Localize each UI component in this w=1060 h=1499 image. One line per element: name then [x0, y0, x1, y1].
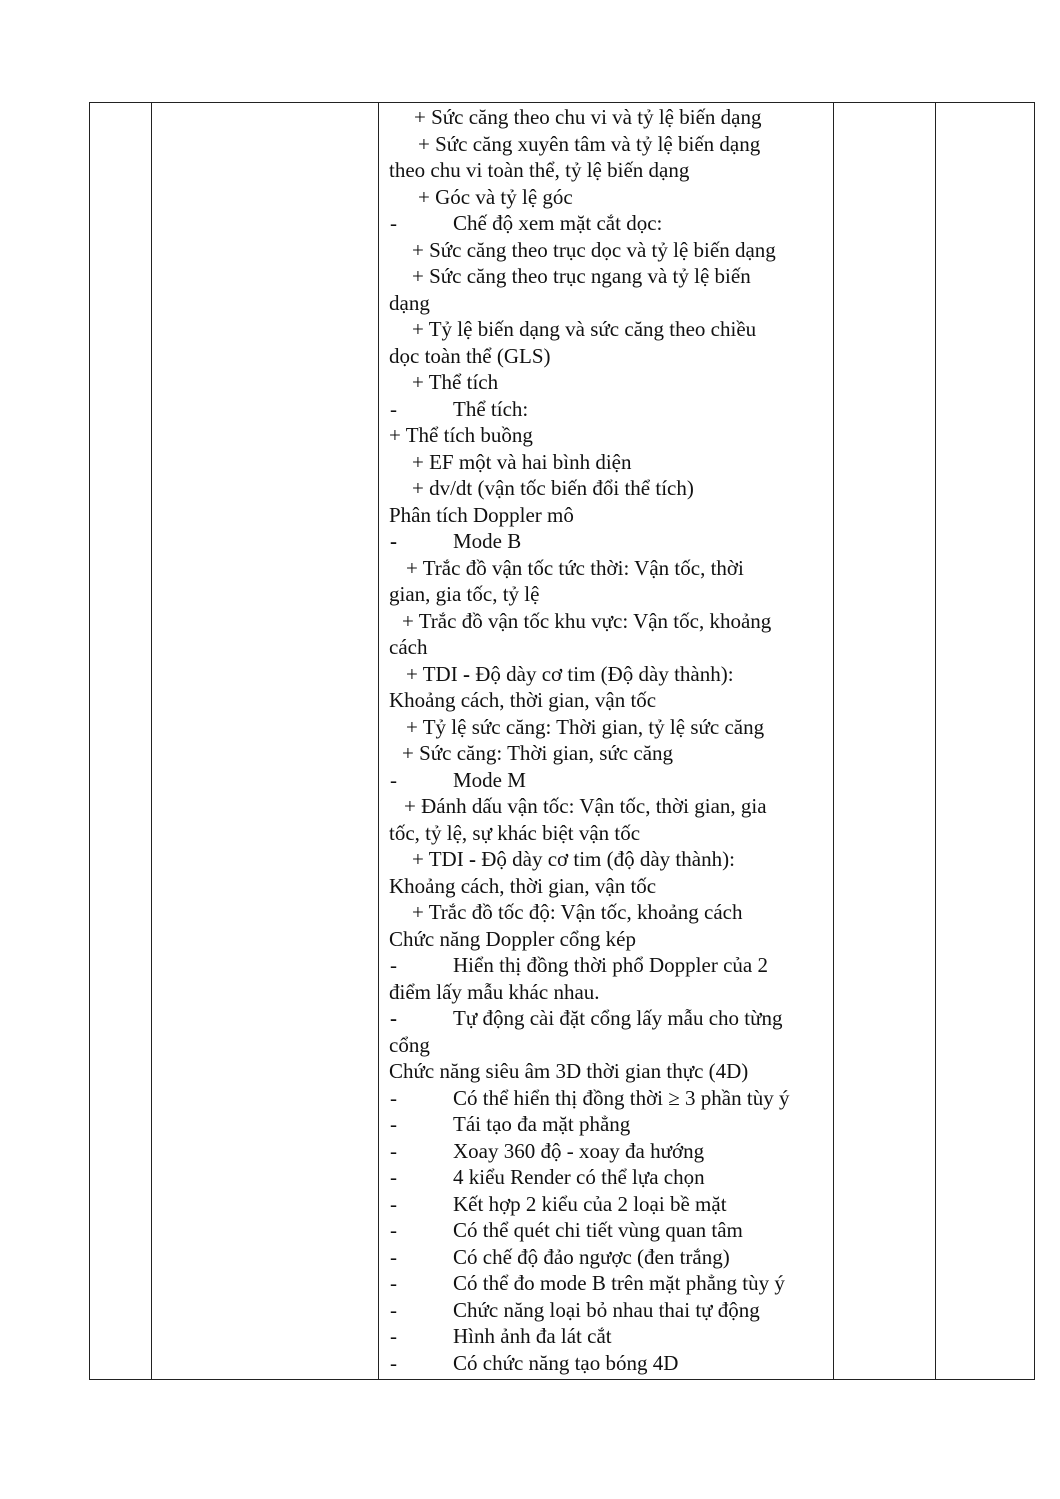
spec-line-text: dạng	[389, 290, 430, 315]
bullet-dash: -	[390, 396, 397, 421]
spec-line-text: + Sức căng: Thời gian, sức căng	[402, 741, 674, 765]
spec-line	[388, 555, 834, 582]
spec-line	[388, 899, 834, 926]
spec-line-text: + TDI - Độ dày cơ tim (độ dày thành):	[412, 847, 735, 871]
spec-line	[388, 1164, 834, 1191]
bullet-dash: -	[390, 211, 397, 235]
spec-line-text: + Sức căng xuyên tâm và tỷ lệ biến dạng	[418, 131, 761, 156]
spec-line-text: + dv/dt (vận tốc biến đổi thể tích)	[412, 476, 694, 500]
spec-line-text: Chức năng siêu âm 3D thời gian thực (4D)	[389, 1059, 749, 1083]
spec-line	[388, 979, 834, 1006]
bullet-dash: -	[390, 1085, 397, 1110]
spec-line	[388, 290, 834, 317]
spec-line-text: + Trắc đồ tốc độ: Vận tốc, khoảng cách	[412, 900, 743, 924]
spec-line	[388, 343, 834, 370]
spec-line	[388, 820, 834, 847]
spec-line	[388, 793, 834, 820]
spec-line-text: Mode M	[453, 767, 526, 792]
spec-line-text: Khoảng cách, thời gian, vận tốc	[389, 873, 657, 898]
spec-line-text: Xoay 360 độ - xoay đa hướng	[453, 1138, 705, 1163]
spec-line	[388, 1032, 834, 1059]
spec-line	[388, 687, 834, 714]
spec-line	[388, 873, 834, 900]
spec-table	[89, 102, 1035, 1380]
spec-line-text: Có chức năng tạo bóng 4D	[453, 1350, 679, 1375]
spec-line	[388, 1191, 834, 1218]
bullet-dash: -	[390, 1112, 397, 1136]
spec-line	[388, 767, 834, 794]
spec-line-text: Có chế độ đảo ngược (đen trắng)	[453, 1244, 730, 1269]
bullet-dash: -	[390, 1138, 397, 1163]
spec-line	[388, 1217, 834, 1244]
bullet-dash: -	[390, 529, 397, 553]
spec-line	[388, 1270, 834, 1297]
spec-line-text: + TDI - Độ dày cơ tim (Độ dày thành):	[406, 661, 734, 686]
bullet-dash: -	[390, 1324, 397, 1348]
bullet-dash: -	[390, 1006, 397, 1030]
spec-line	[388, 210, 834, 237]
spec-line	[388, 422, 834, 449]
spec-line	[388, 131, 834, 158]
spec-line	[388, 316, 834, 343]
spec-line-text: Mode B	[453, 529, 522, 553]
spec-line	[388, 1111, 834, 1138]
column-divider-1	[151, 103, 152, 1379]
spec-line	[388, 396, 834, 423]
spec-line-text: 4 kiểu Render có thể lựa chọn	[453, 1165, 705, 1189]
bullet-dash: -	[390, 1218, 397, 1242]
spec-line	[388, 1138, 834, 1165]
spec-line-text: Chức năng Doppler cổng kép	[389, 926, 636, 951]
spec-line	[388, 1350, 834, 1377]
spec-line	[388, 104, 834, 131]
spec-line-text: + Sức căng theo trục dọc và tỷ lệ biến dạng	[412, 237, 776, 262]
spec-line-text: + Trắc đồ vận tốc khu vực: Vận tốc, khoảng	[402, 608, 772, 633]
spec-line-text: + Sức căng theo chu vi và tỷ lệ biến dạng	[414, 105, 762, 129]
spec-line-text: Hình ảnh đa lát cắt	[453, 1324, 612, 1348]
spec-line	[388, 714, 834, 741]
column-divider-2	[378, 103, 379, 1379]
spec-line-text: + Góc và tỷ lệ góc	[418, 184, 573, 209]
spec-line	[388, 1323, 834, 1350]
spec-line	[388, 740, 834, 767]
spec-line	[388, 475, 834, 502]
bullet-dash: -	[390, 1350, 397, 1375]
spec-line-text: Có thể quét chi tiết vùng quan tâm	[453, 1218, 743, 1242]
column-divider-4	[935, 103, 936, 1379]
spec-line	[388, 661, 834, 688]
bullet-dash: -	[390, 953, 397, 977]
bullet-dash: -	[390, 1191, 397, 1216]
spec-line-text: cổng	[389, 1032, 430, 1057]
spec-line-text: theo chu vi toàn thể, tỷ lệ biến dạng	[389, 158, 690, 182]
spec-line-text: + Đánh dấu vận tốc: Vận tốc, thời gian, gia	[404, 794, 767, 818]
spec-line	[388, 846, 834, 873]
spec-line	[388, 528, 834, 555]
spec-line	[388, 502, 834, 529]
spec-line	[388, 581, 834, 608]
spec-line-text: + Thể tích buồng	[389, 423, 533, 447]
spec-line	[388, 926, 834, 953]
spec-line	[388, 237, 834, 264]
spec-line-text: + Sức căng theo trục ngang và tỷ lệ biến	[412, 264, 751, 288]
spec-line-text: Kết hợp 2 kiểu của 2 loại bề mặt	[453, 1191, 727, 1216]
spec-line-text: Khoảng cách, thời gian, vận tốc	[389, 688, 657, 712]
spec-line-text: Chức năng loại bỏ nhau thai tự động	[453, 1297, 760, 1322]
spec-line-text: + Trắc đồ vận tốc tức thời: Vận tốc, thời	[406, 555, 744, 580]
spec-line	[388, 449, 834, 476]
spec-line-text: Phân tích Doppler mô	[389, 502, 574, 527]
spec-line-text: Thể tích:	[453, 396, 529, 421]
spec-line	[388, 634, 834, 661]
bullet-dash: -	[390, 1297, 397, 1322]
spec-line-text: dọc toàn thể (GLS)	[389, 343, 551, 368]
spec-line-text: + EF một và hai bình diện	[412, 449, 632, 474]
spec-line-text: Chế độ xem mặt cắt dọc:	[453, 211, 663, 235]
spec-line	[388, 608, 834, 635]
spec-line-text: cách	[389, 635, 428, 659]
bullet-dash: -	[390, 1271, 397, 1295]
spec-line	[388, 263, 834, 290]
spec-line	[388, 1297, 834, 1324]
spec-line	[388, 1058, 834, 1085]
bullet-dash: -	[390, 767, 397, 792]
specification-cell	[388, 103, 834, 1376]
spec-line-text: Hiển thị đồng thời phổ Doppler của 2	[453, 953, 768, 977]
spec-line	[388, 369, 834, 396]
spec-line	[388, 1085, 834, 1112]
spec-line-text: Tự động cài đặt cổng lấy mẫu cho từng	[453, 1006, 783, 1030]
bullet-dash: -	[390, 1244, 397, 1269]
spec-line	[388, 184, 834, 211]
spec-line-text: gian, gia tốc, tỷ lệ	[389, 582, 540, 606]
spec-line-text: Có thể hiển thị đồng thời ≥ 3 phần tùy ý	[453, 1085, 790, 1110]
spec-line-text: + Thể tích	[412, 370, 499, 394]
spec-line-text: Có thể đo mode B trên mặt phẳng tùy ý	[453, 1271, 785, 1295]
spec-line-text: Tái tạo đa mặt phẳng	[453, 1112, 631, 1136]
spec-line-text: + Tỷ lệ sức căng: Thời gian, tỷ lệ sức căng	[406, 714, 765, 739]
spec-line-text: tốc, tỷ lệ, sự khác biệt vận tốc	[389, 820, 641, 845]
spec-line	[388, 1244, 834, 1271]
spec-line-text: điểm lấy mẫu khác nhau.	[389, 979, 600, 1004]
spec-line	[388, 952, 834, 979]
bullet-dash: -	[390, 1165, 397, 1189]
spec-line	[388, 157, 834, 184]
spec-line	[388, 1005, 834, 1032]
spec-line-text: + Tỷ lệ biến dạng và sức căng theo chiều	[412, 317, 757, 341]
